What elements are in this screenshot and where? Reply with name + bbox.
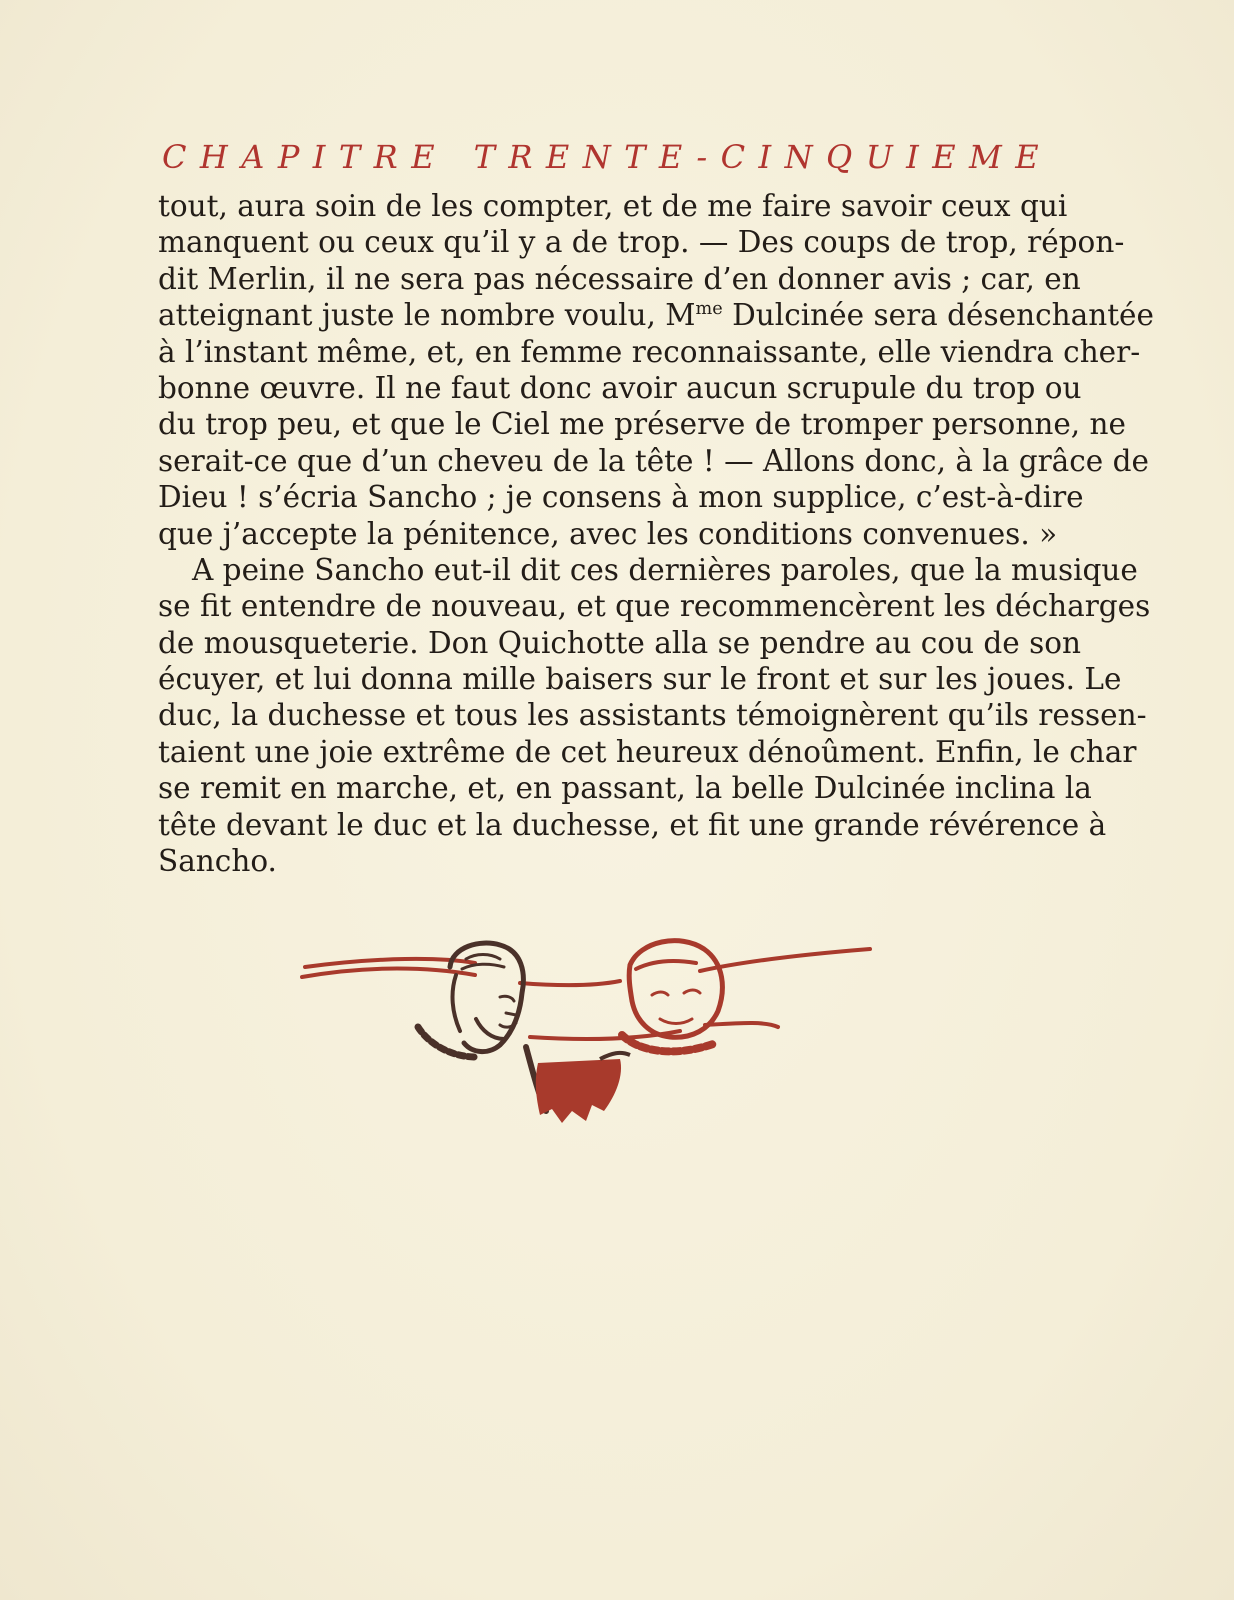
text-line: que j’accepte la pénitence, avec les conditions convenues. » — [158, 516, 1058, 551]
text-line: à l’instant même, et, en femme reconnaissante, elle viendra cher- — [158, 334, 1141, 369]
text-line: de mousqueterie. Don Quichotte alla se pendre au cou de son — [158, 625, 1082, 660]
two-heads-vignette-icon — [300, 935, 875, 1130]
text-line: serait-ce que d’un cheveu de la tête ! — Allons donc, à la grâce de — [158, 443, 1149, 478]
ribbon-lines — [302, 949, 870, 1039]
text-line: atteignant juste le nombre voulu, $M^{me}$ Dulcinée sera désenchantée — [158, 298, 1154, 333]
text-line: tête devant le duc et la duchesse, et fit une grande révérence à — [158, 807, 1107, 842]
text-line: se fit entendre de nouveau, et que recommencèrent les décharges — [158, 589, 1151, 624]
text-line: écuyer, et lui donna mille baisers sur le front et sur les joues. Le — [158, 662, 1122, 697]
running-head-number: TRENTE-CINQUIEME — [473, 138, 1052, 176]
text-line: tout, aura soin de les compter, et de me faire savoir ceux qui — [158, 189, 1068, 223]
arm-stroke — [600, 1053, 630, 1059]
text-line: manquent ou ceux qu’il y a de trop. — Des coups de trop, répon- — [158, 225, 1125, 260]
woman-head — [622, 941, 722, 1052]
running-head-chapter: CHAPITRE — [162, 138, 448, 176]
text-line: bonne œuvre. Il ne faut donc avoir aucun scrupule du trop ou — [158, 370, 1082, 405]
text-line: taient une joie extrême de cet heureux dénoûment. Enfin, le char — [158, 734, 1137, 769]
text-line: Dieu ! s’écria Sancho ; je consens à mon supplice, c’est-à-dire — [158, 480, 1084, 515]
text-line: dit Merlin, il ne sera pas nécessaire d’en donner avis ; car, en — [158, 261, 1081, 296]
text-line: se remit en marche, et, en passant, la belle Dulcinée inclina la — [158, 771, 1092, 806]
text-line: Sancho. — [158, 844, 277, 879]
cloak-shape — [536, 1059, 621, 1123]
paragraph-first-line: A peine Sancho eut-il dit ces dernières paroles, que la musique — [192, 552, 1138, 587]
running-head — [162, 138, 1052, 176]
text-line: duc, la duchesse et tous les assistants témoignèrent qu’ils ressen- — [158, 698, 1147, 733]
text-line: du trop peu, et que le Ciel me préserve de tromper personne, ne — [158, 407, 1126, 442]
body-text — [158, 188, 1154, 879]
superscript-me: me — [695, 299, 723, 320]
